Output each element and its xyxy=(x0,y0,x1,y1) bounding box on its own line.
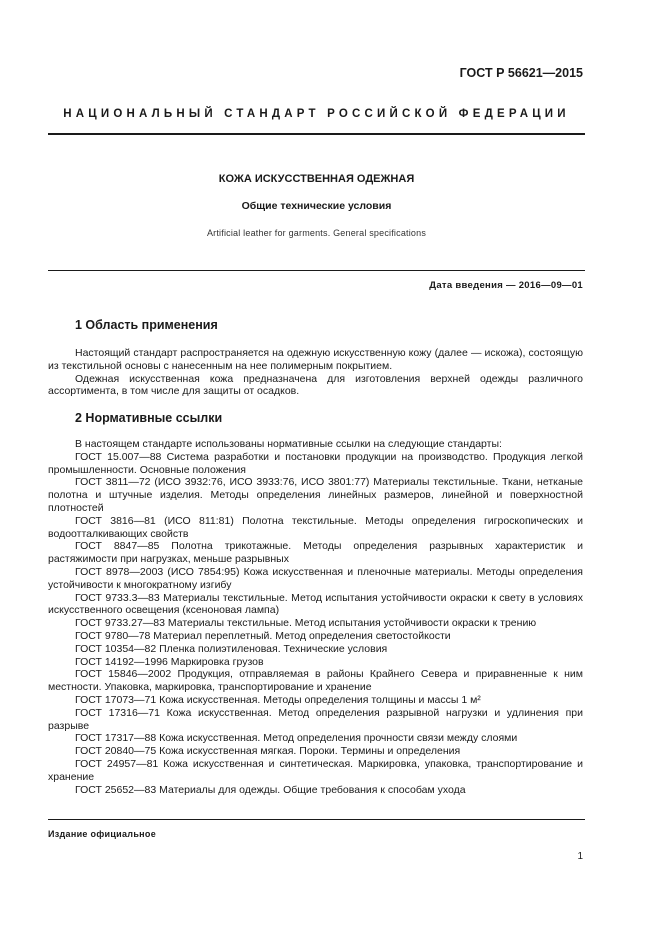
reference-item: ГОСТ 3811—72 (ИСО 3932:76, ИСО 3933:76, ИСО 3801:77) Материалы текстильные. Ткани, нетканые полотна и штучные изделия. Методы определения линейных размеров, линейной и поверхностной плотностей xyxy=(48,476,583,514)
official-edition-note: Издание официальное xyxy=(48,829,157,839)
reference-item: ГОСТ 24957—81 Кожа искусственная и синтетическая. Маркировка, упаковка, транспортирование и хранение xyxy=(48,757,583,783)
section-1-body xyxy=(48,347,583,398)
section-1-heading: 1 Область применения xyxy=(75,318,218,332)
section-2-body xyxy=(48,438,583,796)
reference-item: ГОСТ 9780—78 Материал переплетный. Метод определения светостойкости xyxy=(75,629,451,642)
document-english-title: Artificial leather for garments. General specifications xyxy=(206,228,427,238)
header-divider xyxy=(48,133,585,135)
page-number: 1 xyxy=(577,851,583,862)
footer-divider xyxy=(48,819,585,820)
reference-item: ГОСТ 8847—85 Полотна трикотажные. Методы определения разрывных характеристик и растяжимости при нагрузках, меньше разрывных xyxy=(48,540,583,566)
reference-item: ГОСТ 15846—2002 Продукция, отправляемая в районы Крайнего Севера и приравненные к ним местности. Упаковка, маркировка, транспортирование и хранение xyxy=(48,668,583,694)
reference-item: ГОСТ 25652—83 Материалы для одежды. Общие требования к способам ухода xyxy=(75,783,466,796)
reference-item: ГОСТ 15.007—88 Система разработки и постановки продукции на производство. Продукция легкой промышленности. Основные положения xyxy=(48,450,583,476)
title-divider xyxy=(48,270,585,271)
document-code: ГОСТ Р 56621—2015 xyxy=(459,66,583,80)
reference-item: ГОСТ 20840—75 Кожа искусственная мягкая. Пороки. Термины и определения xyxy=(75,745,461,758)
introduction-date: Дата введения — 2016—09—01 xyxy=(429,280,583,291)
section-2-heading: 2 Нормативные ссылки xyxy=(75,411,223,425)
reference-item: ГОСТ 8978—2003 (ИСО 7854:95) Кожа искусственная и пленочные материалы. Методы определения устойчивости к многократному изгибу xyxy=(48,565,583,591)
reference-item: ГОСТ 17316—71 Кожа искусственная. Метод определения разрывной нагрузки и удлинения при разрыве xyxy=(48,706,583,732)
reference-item: ГОСТ 14192—1996 Маркировка грузов xyxy=(75,655,264,668)
document-subtitle: Общие технические условия xyxy=(241,200,392,212)
reference-item: ГОСТ 3816—81 (ИСО 811:81) Полотна текстильные. Методы определения гигроскопических и водоотталкивающих свойств xyxy=(48,514,583,540)
reference-item: ГОСТ 17317—88 Кожа искусственная. Метод определения прочности связи между слоями xyxy=(75,732,518,745)
reference-item: ГОСТ 17073—71 Кожа искусственная. Методы определения толщины и массы 1 м² xyxy=(75,693,481,706)
paragraph: Одежная искусственная кожа предназначена для изготовления верхней одежды различного ассортимента, в том числе для защиты от осадков. xyxy=(48,372,583,398)
reference-item: ГОСТ 9733.3—83 Материалы текстильные. Метод испытания устойчивости окраски к свету в условиях искусственного освещения (ксеноновая лампа) xyxy=(48,591,583,617)
document-title: КОЖА ИСКУССТВЕННАЯ ОДЕЖНАЯ xyxy=(218,173,415,185)
reference-item: ГОСТ 10354—82 Пленка полиэтиленовая. Технические условия xyxy=(75,642,388,655)
national-standard-header: НАЦИОНАЛЬНЫЙ СТАНДАРТ РОССИЙСКОЙ ФЕДЕРАЦИИ xyxy=(63,108,570,120)
reference-item: ГОСТ 9733.27—83 Материалы текстильные. Метод испытания устойчивости окраски к трению xyxy=(75,617,537,630)
paragraph: Настоящий стандарт распространяется на одежную искусственную кожу (далее — искожа), состоящую из текстильной основы с нанесенным на нее полимерным покрытием. xyxy=(48,347,583,372)
paragraph: В настоящем стандарте использованы нормативные ссылки на следующие стандарты: xyxy=(75,438,502,450)
